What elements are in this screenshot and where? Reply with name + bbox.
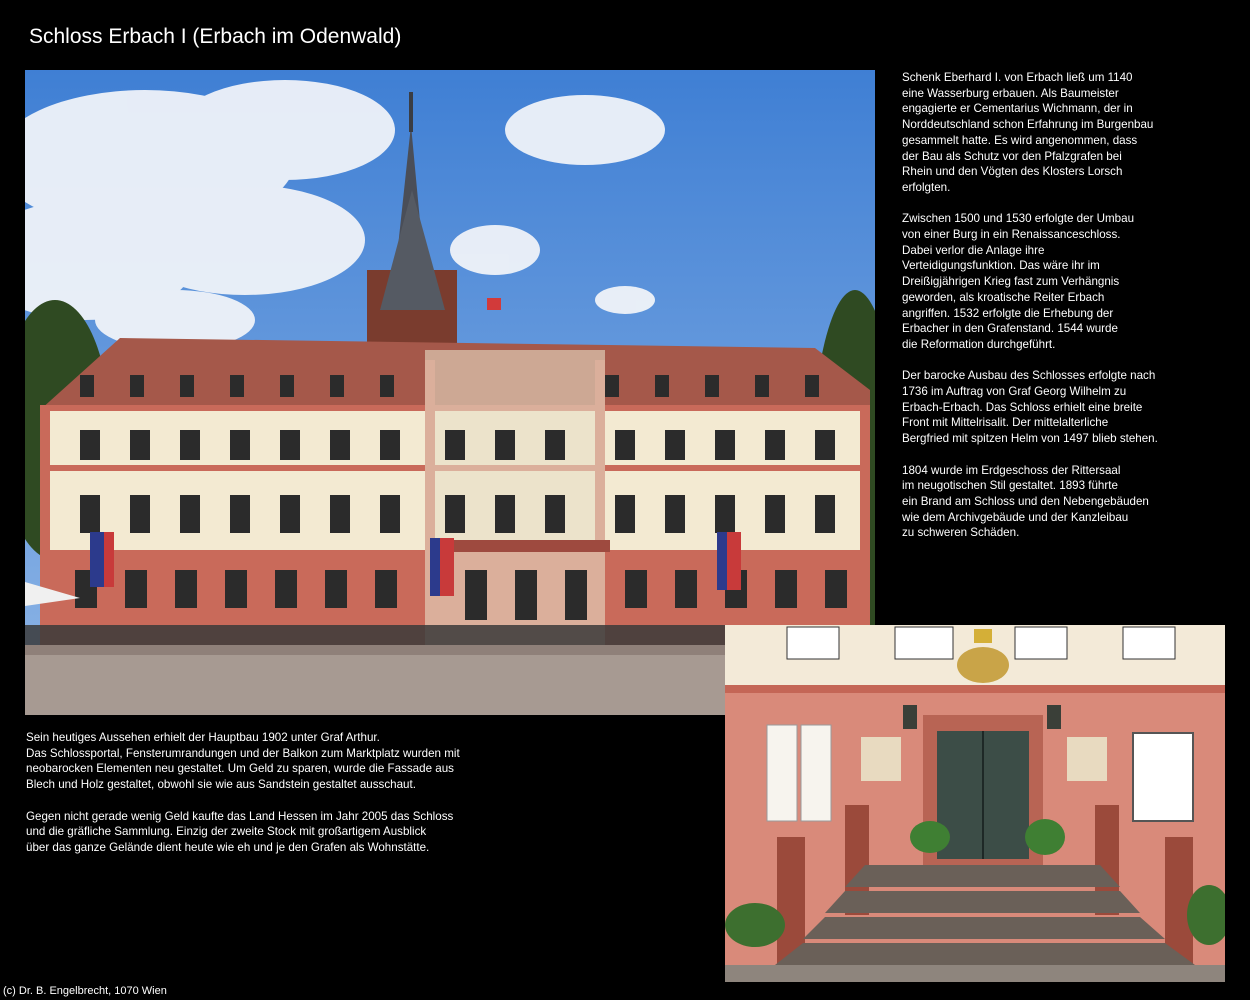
history-text-right: [902, 70, 1232, 557]
paragraph: Zwischen 1500 und 1530 erfolgte der Umbau von einer Burg in ein Renaissanceschloss. Dabei verlor die Anlage ihre Verteidigungsfunktion. Das wäre ihr im Dreißigjährigen Krieg fast zum Verhängnis geworden, als kroatische Reiter Erbach angriffen. 1532 erfolgte die Erhebung der Erbacher in den Grafenstand. 1544 wurde die Reformation durchgeführt.: [902, 212, 1135, 351]
photo-credit: (c) Dr. B. Engelbrecht, 1070 Wien: [3, 985, 167, 997]
paragraph: Der barocke Ausbau des Schlosses erfolgte nach 1736 im Auftrag von Graf Georg Wilhelm zu Erbach-Erbach. Das Schloss erhielt eine breite Front mit Mittelrisalit. Der mittelalterliche Bergfried mit spitzen Helm von 1497 blieb stehen.: [902, 369, 1158, 446]
paragraph: Sein heutiges Aussehen erhielt der Hauptbau 1902 unter Graf Arthur. Das Schlossportal, Fensterumrandungen und der Balkon zum Marktplatz wurden mit neobarocken Elementen neu gestaltet. Um Geld zu sparen, wurde die Fassade aus Blech und Holz gestaltet, obwohl sie wie aus Sandstein gestaltet ausschaut.: [26, 731, 460, 792]
paragraph: Schenk Eberhard I. von Erbach ließ um 1140 eine Wasserburg erbauen. Als Baumeister engagierte er Cementarius Wichmann, der in Norddeutschland schon Erfahrung im Burgenbau gesammelt hatte. Es wird angenommen, dass der Bau als Schutz vor den Pfalzgrafen bei Rhein und den Vögten des Klosters Lorsch erfolgten.: [902, 71, 1154, 194]
castle-portal-photo: [725, 625, 1225, 982]
castle-portal-illustration: [725, 625, 1225, 982]
paragraph: 1804 wurde im Erdgeschoss der Rittersaal im neugotischen Stil gestaltet. 1893 führte ein Brand am Schloss und den Nebengebäuden wie dem Archivgebäude und der Kanzleibau zu schweren Schäden.: [902, 463, 1149, 540]
castle-facade-illustration: [25, 70, 875, 715]
castle-facade-photo: [25, 70, 875, 715]
history-text-bottom: [26, 730, 686, 871]
paragraph: Gegen nicht gerade wenig Geld kaufte das Land Hessen im Jahr 2005 das Schloss und die gräfliche Sammlung. Einzig der zweite Stock mit großartigem Ausblick über das ganze Gelände dient heute wie eh und je den Grafen als Wohnstätte.: [26, 809, 454, 854]
page-title: Schloss Erbach I (Erbach im Odenwald): [29, 25, 402, 48]
